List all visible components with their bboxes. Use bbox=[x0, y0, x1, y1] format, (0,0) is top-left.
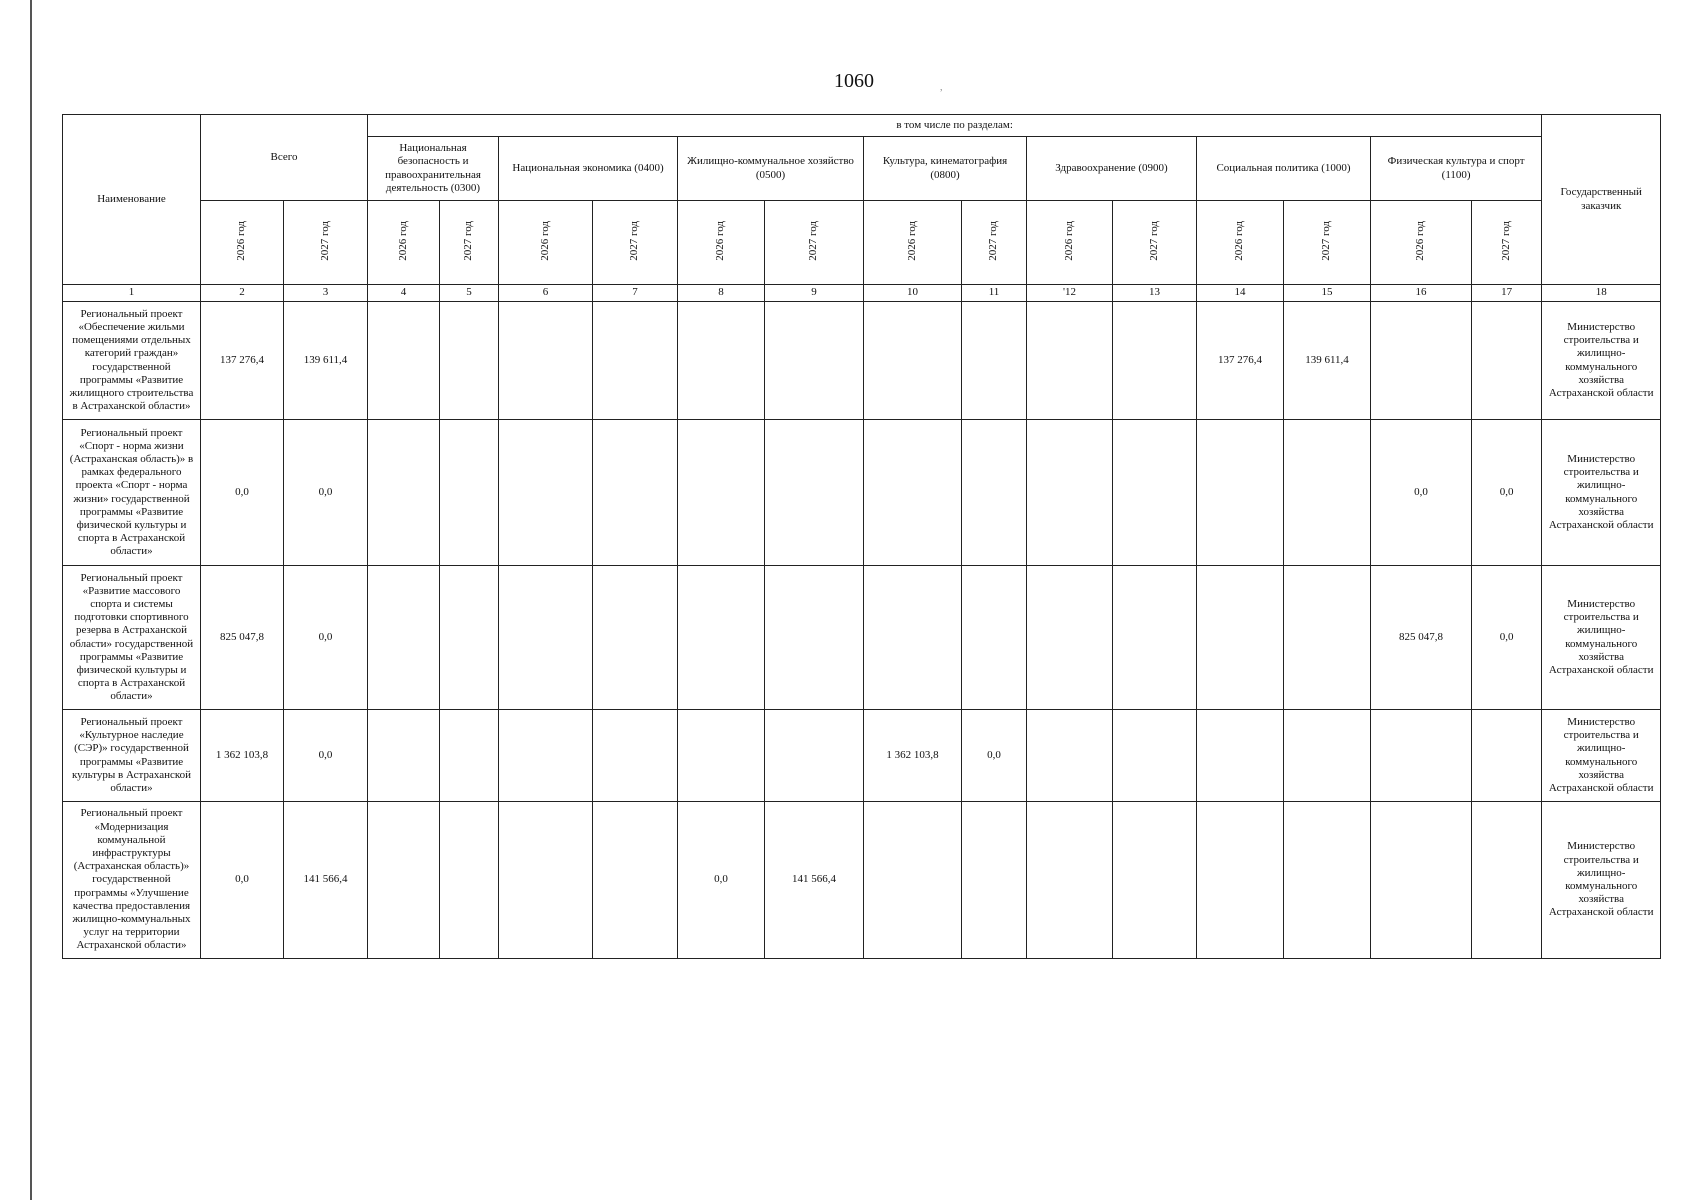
year-header-cell bbox=[1197, 201, 1284, 285]
year-header-cell bbox=[1027, 201, 1113, 285]
customer-cell: Министерство строительства и жилищно-коммунального хозяйства Астраханской области bbox=[1542, 710, 1661, 802]
table-header bbox=[63, 115, 1661, 302]
header-sections-title: в том числе по разделам: bbox=[368, 115, 1542, 137]
page-number: 1060 bbox=[834, 70, 874, 92]
binding-line bbox=[30, 0, 32, 1200]
value-cell bbox=[368, 302, 440, 420]
year-header-cell bbox=[962, 201, 1027, 285]
value-cell bbox=[1197, 802, 1284, 959]
year-label: 2027 год bbox=[987, 220, 1000, 261]
column-number: 18 bbox=[1542, 285, 1661, 302]
value-cell bbox=[1197, 420, 1284, 566]
stray-mark: , bbox=[940, 82, 943, 93]
value-cell: 141 566,4 bbox=[284, 802, 368, 959]
header-total: Всего bbox=[201, 115, 368, 201]
value-cell bbox=[1027, 566, 1113, 710]
value-cell bbox=[864, 802, 962, 959]
customer-cell: Министерство строительства и жилищно-коммунального хозяйства Астраханской области bbox=[1542, 802, 1661, 959]
value-cell bbox=[440, 710, 499, 802]
year-header-cell bbox=[1371, 201, 1472, 285]
year-label: 2027 год bbox=[807, 220, 820, 261]
year-header-cell bbox=[440, 201, 499, 285]
year-header-cell bbox=[765, 201, 864, 285]
value-cell bbox=[1472, 302, 1542, 420]
project-name-cell: Региональный проект «Модернизация коммунальной инфраструктуры (Астраханская область)» государственной программы «Улучшение качества предоставления жилищно-коммунальных услуг на территории Астраханской области» bbox=[63, 802, 201, 959]
value-cell: 0,0 bbox=[1472, 420, 1542, 566]
header-section-1000: Социальная политика (1000) bbox=[1197, 137, 1371, 201]
value-cell bbox=[593, 710, 678, 802]
project-name-cell: Региональный проект «Обеспечение жильми помещениями отдельных категорий граждан» государственной программы «Развитие жилищного строительства в Астраханской области» bbox=[63, 302, 201, 420]
value-cell bbox=[1027, 420, 1113, 566]
column-number: 14 bbox=[1197, 285, 1284, 302]
value-cell bbox=[1284, 710, 1371, 802]
value-cell bbox=[962, 802, 1027, 959]
value-cell bbox=[1113, 302, 1197, 420]
value-cell: 825 047,8 bbox=[1371, 566, 1472, 710]
value-cell bbox=[864, 566, 962, 710]
value-cell: 0,0 bbox=[284, 420, 368, 566]
project-name-cell: Региональный проект «Культурное наследие (СЭР)» государственной программы «Развитие культуры в Астраханской области» bbox=[63, 710, 201, 802]
year-header-cell bbox=[1284, 201, 1371, 285]
column-number: 17 bbox=[1472, 285, 1542, 302]
value-cell bbox=[499, 420, 593, 566]
value-cell bbox=[440, 566, 499, 710]
value-cell bbox=[368, 710, 440, 802]
year-header-cell bbox=[284, 201, 368, 285]
year-label: 2027 год bbox=[462, 220, 475, 261]
column-number: 1 bbox=[63, 285, 201, 302]
year-header-cell bbox=[593, 201, 678, 285]
year-label: 2027 год bbox=[1500, 220, 1513, 261]
year-label: 2026 год bbox=[905, 220, 918, 261]
column-number: 7 bbox=[593, 285, 678, 302]
value-cell bbox=[678, 710, 765, 802]
header-section-0900: Здравоохранение (0900) bbox=[1027, 137, 1197, 201]
customer-cell: Министерство строительства и жилищно-коммунального хозяйства Астраханской области bbox=[1542, 420, 1661, 566]
value-cell bbox=[1284, 802, 1371, 959]
column-number: 13 bbox=[1113, 285, 1197, 302]
value-cell bbox=[1472, 802, 1542, 959]
value-cell bbox=[765, 566, 864, 710]
project-name-cell: Региональный проект «Развитие массового спорта и системы подготовки спортивного резерва в Астраханской области» государственной программы «Развитие физической культуры и спорта в Астраханской области» bbox=[63, 566, 201, 710]
value-cell bbox=[1113, 566, 1197, 710]
project-name-cell: Региональный проект «Спорт - норма жизни (Астраханская область)» в рамках федерального проекта «Спорт - норма жизни» государственной программы «Развитие физической культуры и спорта в Астраханской области» bbox=[63, 420, 201, 566]
value-cell bbox=[593, 802, 678, 959]
column-number: 4 bbox=[368, 285, 440, 302]
year-header-cell bbox=[368, 201, 440, 285]
year-header-cell bbox=[1472, 201, 1542, 285]
value-cell bbox=[1197, 710, 1284, 802]
value-cell bbox=[1284, 566, 1371, 710]
table-row bbox=[63, 710, 1661, 802]
value-cell bbox=[499, 566, 593, 710]
year-label: 2026 год bbox=[1414, 220, 1427, 261]
value-cell bbox=[864, 302, 962, 420]
value-cell bbox=[765, 302, 864, 420]
year-label: 2027 год bbox=[1320, 220, 1333, 261]
value-cell: 0,0 bbox=[201, 420, 284, 566]
value-cell: 1 362 103,8 bbox=[864, 710, 962, 802]
value-cell bbox=[765, 710, 864, 802]
year-label: 2026 год bbox=[396, 220, 409, 261]
header-section-1100: Физическая культура и спорт (1100) bbox=[1371, 137, 1542, 201]
year-label: 2026 год bbox=[235, 220, 248, 261]
year-label: 2026 год bbox=[714, 220, 727, 261]
value-cell bbox=[440, 420, 499, 566]
value-cell bbox=[368, 566, 440, 710]
table-body bbox=[63, 302, 1661, 959]
value-cell bbox=[593, 302, 678, 420]
value-cell bbox=[678, 420, 765, 566]
value-cell bbox=[1027, 802, 1113, 959]
value-cell: 0,0 bbox=[1472, 566, 1542, 710]
value-cell bbox=[962, 420, 1027, 566]
column-number: 5 bbox=[440, 285, 499, 302]
table-row bbox=[63, 302, 1661, 420]
value-cell: 825 047,8 bbox=[201, 566, 284, 710]
column-number: 16 bbox=[1371, 285, 1472, 302]
value-cell bbox=[368, 802, 440, 959]
value-cell bbox=[1197, 566, 1284, 710]
column-number: 2 bbox=[201, 285, 284, 302]
year-label: 2027 год bbox=[628, 220, 641, 261]
value-cell bbox=[962, 566, 1027, 710]
column-number: 8 bbox=[678, 285, 765, 302]
value-cell bbox=[765, 420, 864, 566]
column-number: 6 bbox=[499, 285, 593, 302]
table-row bbox=[63, 802, 1661, 959]
value-cell bbox=[1113, 710, 1197, 802]
value-cell: 1 362 103,8 bbox=[201, 710, 284, 802]
table-row bbox=[63, 420, 1661, 566]
value-cell bbox=[1371, 802, 1472, 959]
header-section-0800: Культура, кинематография (0800) bbox=[864, 137, 1027, 201]
value-cell: 139 611,4 bbox=[284, 302, 368, 420]
year-label: 2026 год bbox=[1233, 220, 1246, 261]
value-cell bbox=[1027, 302, 1113, 420]
value-cell bbox=[499, 802, 593, 959]
value-cell: 137 276,4 bbox=[1197, 302, 1284, 420]
value-cell: 139 611,4 bbox=[1284, 302, 1371, 420]
value-cell bbox=[1113, 420, 1197, 566]
customer-cell: Министерство строительства и жилищно-коммунального хозяйства Астраханской области bbox=[1542, 302, 1661, 420]
column-number: 10 bbox=[864, 285, 962, 302]
year-label: 2027 год bbox=[1147, 220, 1160, 261]
column-number-row bbox=[63, 285, 1661, 302]
value-cell: 141 566,4 bbox=[765, 802, 864, 959]
value-cell bbox=[593, 566, 678, 710]
year-header-cell bbox=[1113, 201, 1197, 285]
value-cell bbox=[368, 420, 440, 566]
customer-cell: Министерство строительства и жилищно-коммунального хозяйства Астраханской области bbox=[1542, 566, 1661, 710]
year-label: 2027 год bbox=[318, 220, 331, 261]
column-number: '12 bbox=[1027, 285, 1113, 302]
column-number: 3 bbox=[284, 285, 368, 302]
value-cell bbox=[1113, 802, 1197, 959]
column-number: 9 bbox=[765, 285, 864, 302]
value-cell bbox=[864, 420, 962, 566]
table-row bbox=[63, 566, 1661, 710]
year-header-cell bbox=[201, 201, 284, 285]
column-number: 15 bbox=[1284, 285, 1371, 302]
value-cell bbox=[678, 302, 765, 420]
value-cell: 0,0 bbox=[284, 710, 368, 802]
value-cell bbox=[1472, 710, 1542, 802]
year-header-cell bbox=[864, 201, 962, 285]
header-section-0300: Национальная безопасность и правоохранительная деятельность (0300) bbox=[368, 137, 499, 201]
header-name: Наименование bbox=[63, 115, 201, 285]
value-cell bbox=[499, 302, 593, 420]
value-cell bbox=[440, 802, 499, 959]
year-label: 2026 год bbox=[1062, 220, 1075, 261]
value-cell bbox=[593, 420, 678, 566]
value-cell bbox=[1027, 710, 1113, 802]
value-cell: 0,0 bbox=[678, 802, 765, 959]
budget-table bbox=[62, 114, 1661, 959]
column-number: 11 bbox=[962, 285, 1027, 302]
year-header-cell bbox=[499, 201, 593, 285]
year-label: 2026 год bbox=[538, 220, 551, 261]
header-section-0400: Национальная экономика (0400) bbox=[499, 137, 678, 201]
value-cell bbox=[678, 566, 765, 710]
header-section-0500: Жилищно-коммунальное хозяйство (0500) bbox=[678, 137, 864, 201]
value-cell bbox=[1284, 420, 1371, 566]
value-cell bbox=[1371, 302, 1472, 420]
value-cell: 0,0 bbox=[201, 802, 284, 959]
value-cell: 137 276,4 bbox=[201, 302, 284, 420]
value-cell: 0,0 bbox=[1371, 420, 1472, 566]
value-cell: 0,0 bbox=[962, 710, 1027, 802]
year-header-row bbox=[63, 201, 1661, 285]
value-cell bbox=[440, 302, 499, 420]
value-cell: 0,0 bbox=[284, 566, 368, 710]
year-header-cell bbox=[678, 201, 765, 285]
header-customer: Государственный заказчик bbox=[1542, 115, 1661, 285]
value-cell bbox=[499, 710, 593, 802]
value-cell bbox=[962, 302, 1027, 420]
value-cell bbox=[1371, 710, 1472, 802]
